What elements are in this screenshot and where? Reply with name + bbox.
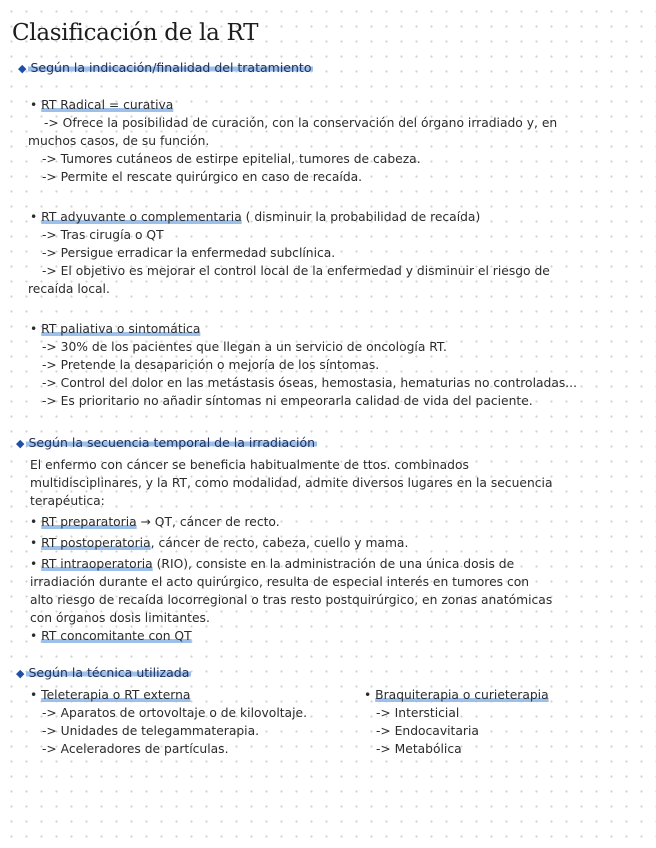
- list-item: • RT paliativa o sintomática: [30, 322, 201, 336]
- rt-preparatoria-label: RT preparatoria: [41, 515, 137, 529]
- rt-intraoperatoria-label: RT intraoperatoria: [41, 557, 153, 571]
- rt-preparatoria-text: → QT, cáncer de recto.: [136, 515, 280, 529]
- teleterapia-label: Teleterapia o RT externa: [41, 688, 191, 702]
- list-line: -> Intersticial: [376, 706, 460, 720]
- rt-adyuvante-label: RT adyuvante o complementaria: [41, 210, 242, 224]
- rt-paliativa-label: RT paliativa o sintomática: [41, 322, 201, 336]
- list-line: irradiación durante el acto quirúrgico, resulta de especial interés en tumores con: [30, 575, 530, 589]
- list-line: -> Control del dolor en las metástasis óseas, hemostasia, hematurias no controladas...: [42, 376, 578, 390]
- diamond-bullet-icon: ◆: [16, 667, 25, 680]
- section1-heading: [18, 60, 313, 75]
- rt-postoperatoria-text: , cáncer de recto, cabeza, cuello y mama.: [150, 536, 409, 550]
- list-line: alto riesgo de recaída locorregional o tras resto postquirúrgico, en zonas anatómicas: [30, 593, 553, 607]
- braquiterapia-column: [364, 686, 549, 758]
- list-item: • Teleterapia o RT externa: [30, 688, 191, 702]
- section3-heading: [16, 665, 191, 680]
- list-line: -> El objetivo es mejorar el control local de la enfermedad y disminuir el riesgo de: [42, 264, 550, 278]
- section3-heading-text: Según la técnica utilizada: [28, 665, 190, 680]
- list-item: • RT intraoperatoria (RIO), consiste en la administración de una única dosis de: [30, 557, 515, 571]
- intro-line: terapéutica:: [30, 494, 105, 508]
- list-line: -> Tumores cutáneos de estirpe epitelial, tumores de cabeza.: [42, 152, 421, 166]
- list-line: -> Endocavitaria: [376, 724, 479, 738]
- list-line: muchos casos, de su función.: [28, 134, 210, 148]
- section1-heading-text: Según la indicación/finalidad del tratamiento: [30, 60, 312, 75]
- rt-radical-block: [30, 96, 557, 186]
- page-title: Clasificación de la RT: [12, 20, 259, 46]
- rt-paliativa-block: [30, 320, 577, 410]
- list-item: • RT Radical = curativa: [30, 98, 174, 112]
- rt-radical-label: RT Radical = curativa: [41, 98, 174, 112]
- list-line: recaída local.: [28, 282, 110, 296]
- list-line: -> Persigue erradicar la enfermedad subclínica.: [42, 246, 336, 260]
- list-line: -> 30% de los pacientes que llegan a un servicio de oncología RT.: [42, 340, 447, 354]
- list-item: • RT adyuvante o complementaria ( disminuir la probabilidad de recaída): [30, 210, 481, 224]
- list-line: -> Aparatos de ortovoltaje o de kilovoltaje.: [42, 706, 307, 720]
- intro-line: El enfermo con cáncer se beneficia habitualmente de ttos. combinados: [30, 458, 469, 472]
- list-line: -> Es prioritario no añadir síntomas ni empeorarla calidad de vida del paciente.: [42, 394, 533, 408]
- section2-heading: [16, 435, 317, 450]
- list-line: -> Tras cirugía o QT: [42, 228, 164, 242]
- list-item: • RT preparatoria → QT, cáncer de recto.: [30, 515, 280, 529]
- list-line: -> Aceleradores de partículas.: [42, 742, 229, 756]
- list-item: • RT postoperatoria, cáncer de recto, cabeza, cuello y mama.: [30, 536, 409, 550]
- teleterapia-column: [30, 686, 307, 758]
- section2-body: [30, 456, 552, 645]
- rt-adyuvante-suffix: ( disminuir la probabilidad de recaída): [241, 210, 481, 224]
- list-line: -> Pretende la desaparición o mejoría de los síntomas.: [42, 358, 380, 372]
- intro-line: multidisciplinares, y la RT, como modalidad, admite diversos lugares en la secuencia: [30, 476, 553, 490]
- rt-intraoperatoria-text: (RIO), consiste en la administración de una única dosis de: [152, 557, 515, 571]
- rt-postoperatoria-label: RT postoperatoria: [41, 536, 151, 550]
- list-line: -> Ofrece la posibilidad de curación, con la conservación del órgano irradiado y, en: [44, 116, 558, 130]
- list-line: -> Permite el rescate quirúrgico en caso de recaída.: [42, 170, 363, 184]
- list-item: • RT concomitante con QT: [30, 629, 192, 643]
- list-line: -> Metabólica: [376, 742, 462, 756]
- rt-adyuvante-block: [30, 208, 550, 298]
- braquiterapia-label: Braquiterapia o curieterapia: [375, 688, 549, 702]
- list-line: con órganos dosis limitantes.: [30, 611, 210, 625]
- list-item: • Braquiterapia o curieterapia: [364, 688, 549, 702]
- diamond-bullet-icon: ◆: [16, 437, 25, 450]
- section2-heading-text: Según la secuencia temporal de la irradiación: [28, 435, 316, 450]
- list-line: -> Unidades de telegammaterapia.: [42, 724, 260, 738]
- rt-concomitante-label: RT concomitante con QT: [41, 629, 192, 643]
- diamond-bullet-icon: ◆: [18, 62, 27, 75]
